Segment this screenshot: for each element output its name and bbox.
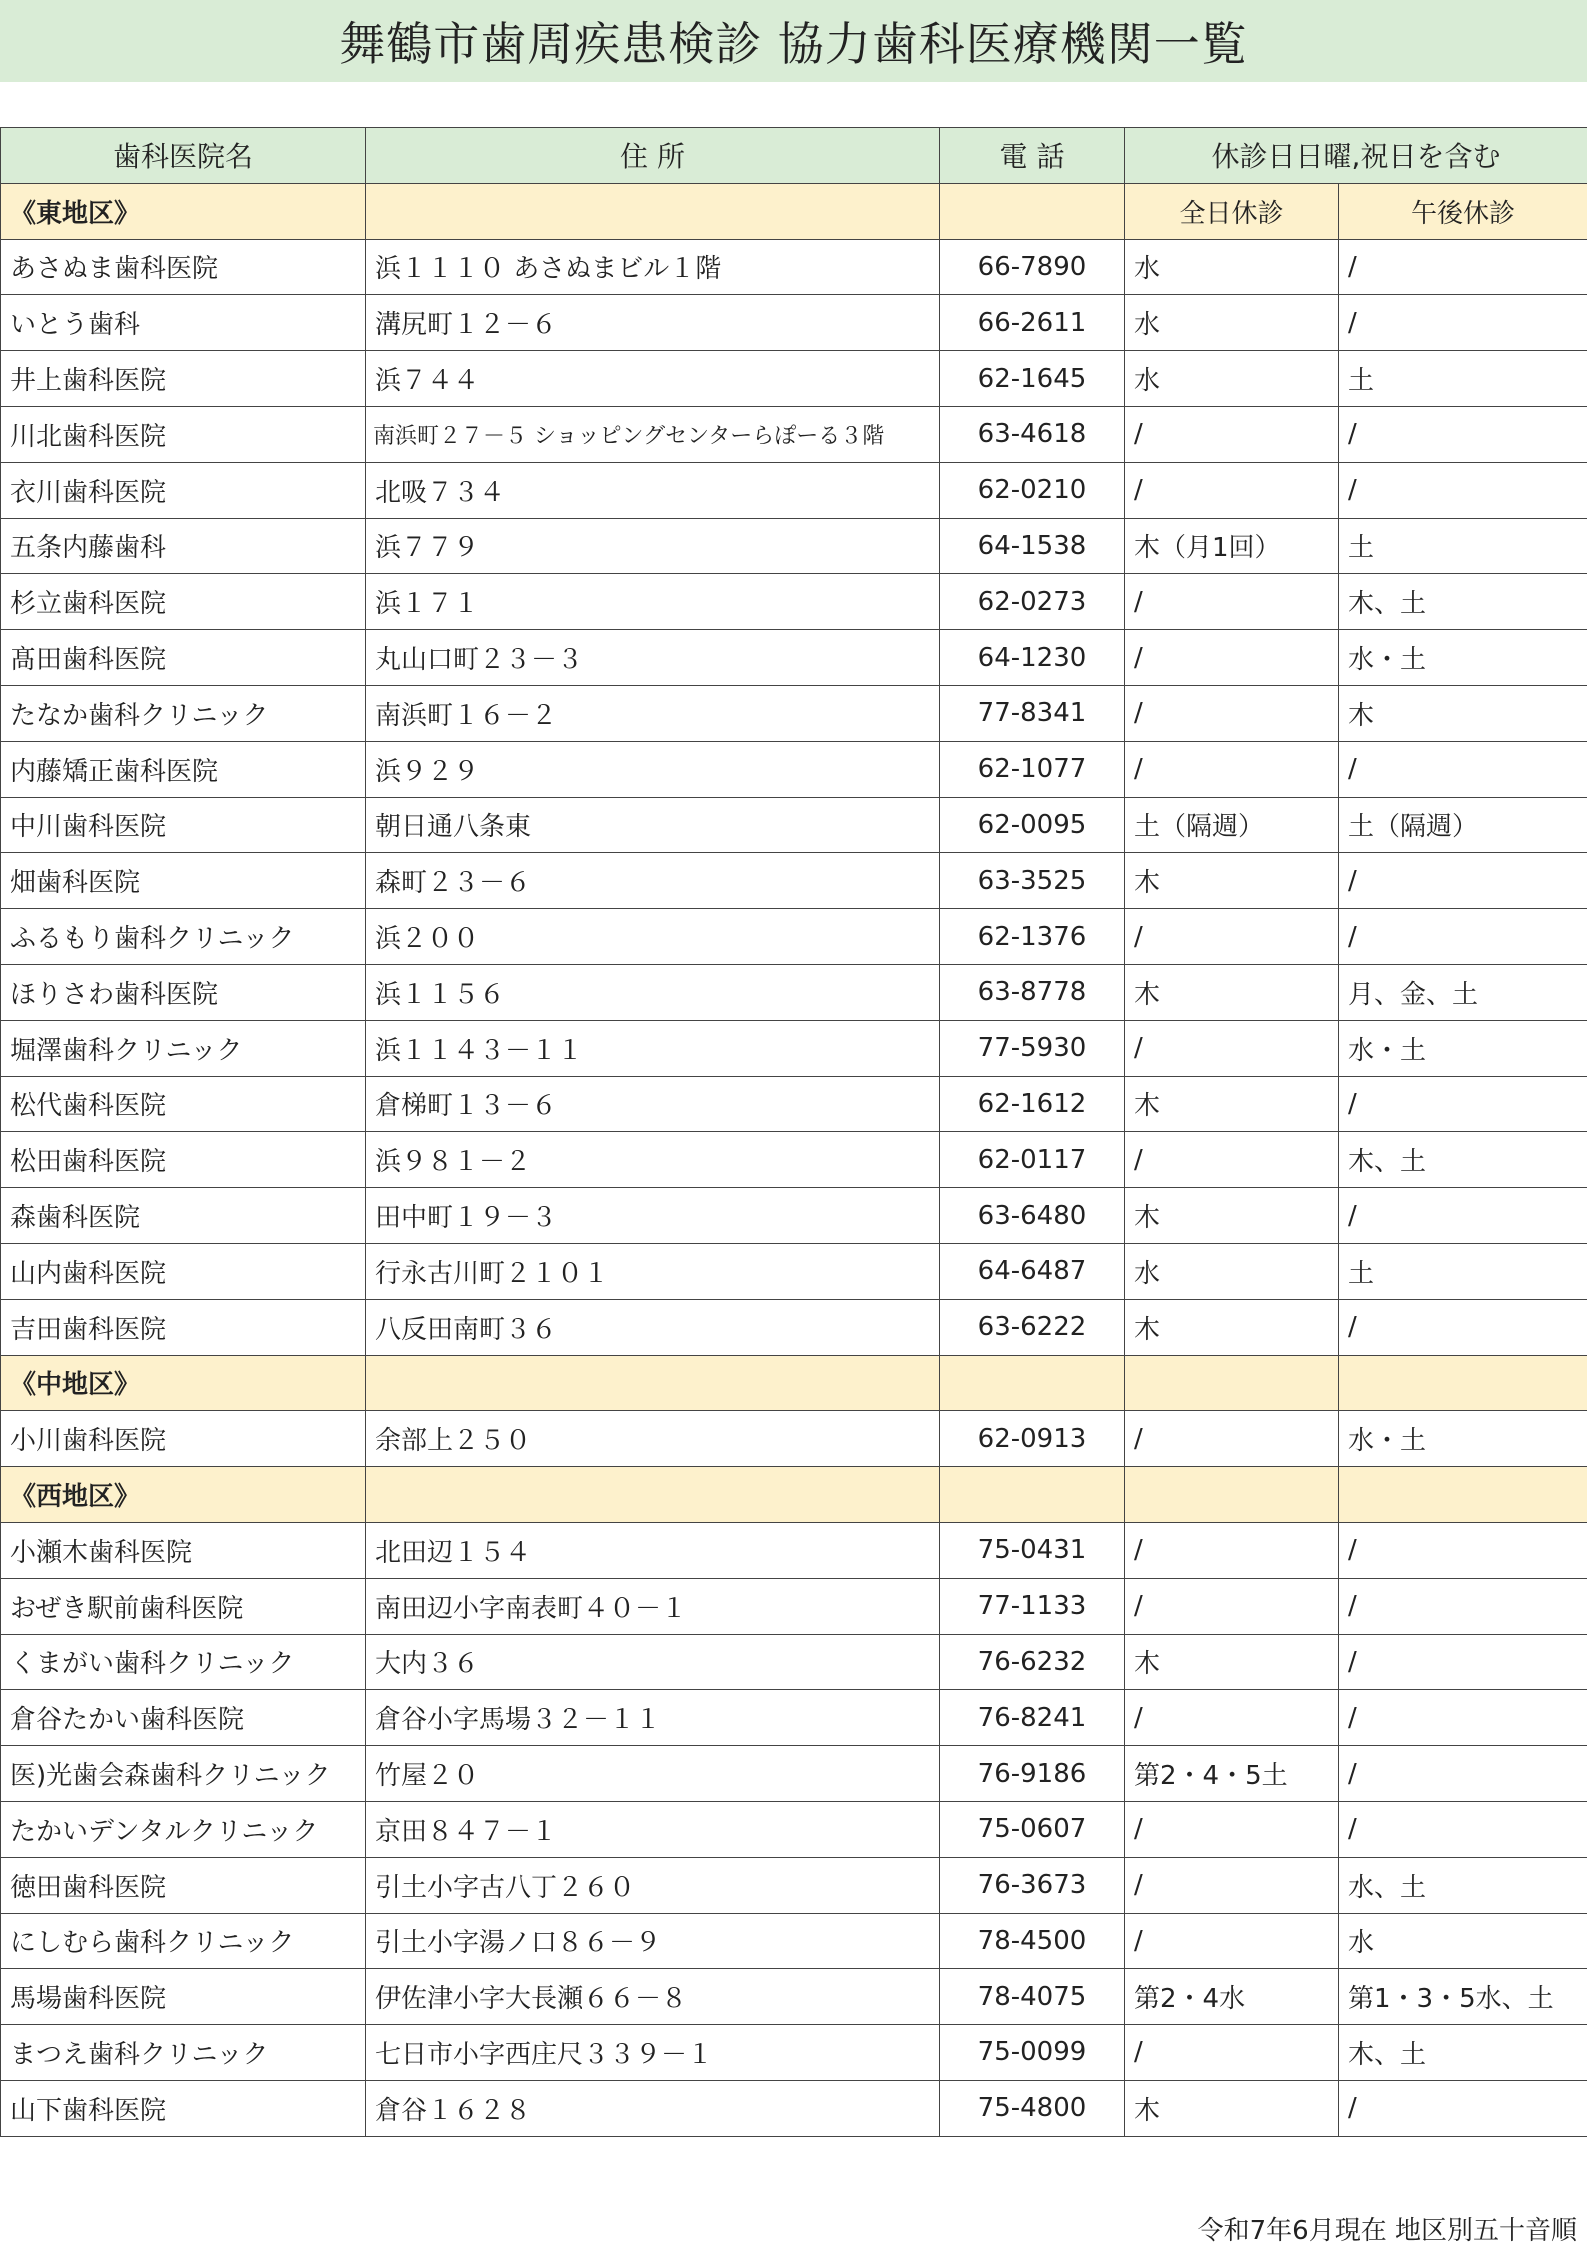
clinic-closed-afternoon: / bbox=[1339, 1690, 1587, 1746]
clinic-row bbox=[1, 853, 1587, 909]
clinic-row bbox=[1, 1020, 1587, 1076]
clinic-name: 馬場歯科医院 bbox=[1, 1969, 366, 2025]
clinic-closed-full-day: 木 bbox=[1125, 2080, 1339, 2136]
clinic-closed-full-day: / bbox=[1125, 1522, 1339, 1578]
clinic-phone: 75-0607 bbox=[940, 1801, 1125, 1857]
clinic-closed-afternoon: 木、土 bbox=[1339, 1132, 1587, 1188]
clinic-row bbox=[1, 2080, 1587, 2136]
clinic-closed-full-day: / bbox=[1125, 574, 1339, 630]
clinic-phone: 76-9186 bbox=[940, 1746, 1125, 1802]
clinic-address: 倉谷小字馬場３２－１１ bbox=[366, 1690, 940, 1746]
clinic-closed-full-day: / bbox=[1125, 630, 1339, 686]
clinic-address: 浜７７９ bbox=[366, 518, 940, 574]
clinic-phone: 77-5930 bbox=[940, 1020, 1125, 1076]
clinic-row bbox=[1, 797, 1587, 853]
subheader-full-day: 全日休診 bbox=[1125, 183, 1339, 239]
table-header-row bbox=[1, 128, 1587, 184]
clinic-closed-full-day: / bbox=[1125, 462, 1339, 518]
clinic-row bbox=[1, 909, 1587, 965]
clinic-closed-afternoon: / bbox=[1339, 853, 1587, 909]
district-name: 《東地区》 bbox=[1, 183, 366, 239]
clinic-phone: 62-0210 bbox=[940, 462, 1125, 518]
page-title: 舞鶴市歯周疾患検診 協力歯科医療機関一覧 bbox=[0, 0, 1587, 82]
clinic-closed-full-day: 木 bbox=[1125, 853, 1339, 909]
clinic-phone: 62-0117 bbox=[940, 1132, 1125, 1188]
clinic-row bbox=[1, 1857, 1587, 1913]
clinic-closed-full-day: 水 bbox=[1125, 239, 1339, 295]
clinic-closed-full-day: 水 bbox=[1125, 295, 1339, 351]
clinic-row bbox=[1, 1076, 1587, 1132]
clinic-address: 倉谷１６２８ bbox=[366, 2080, 940, 2136]
clinic-name: 山下歯科医院 bbox=[1, 2080, 366, 2136]
clinic-closed-afternoon: / bbox=[1339, 741, 1587, 797]
clinic-address: 浜１１１０ あさぬまビル１階 bbox=[366, 239, 940, 295]
clinic-phone: 62-1645 bbox=[940, 351, 1125, 407]
clinic-row bbox=[1, 239, 1587, 295]
clinic-row bbox=[1, 2025, 1587, 2081]
clinic-phone: 63-6222 bbox=[940, 1299, 1125, 1355]
clinic-phone: 77-8341 bbox=[940, 685, 1125, 741]
district-name: 《西地区》 bbox=[1, 1467, 366, 1523]
district-row bbox=[1, 1355, 1587, 1411]
empty-cell bbox=[1339, 1355, 1587, 1411]
clinic-phone: 64-1230 bbox=[940, 630, 1125, 686]
clinic-name: 衣川歯科医院 bbox=[1, 462, 366, 518]
clinic-closed-afternoon: / bbox=[1339, 1299, 1587, 1355]
clinic-closed-afternoon: / bbox=[1339, 1188, 1587, 1244]
clinic-name: 吉田歯科医院 bbox=[1, 1299, 366, 1355]
clinic-closed-full-day: 水 bbox=[1125, 351, 1339, 407]
clinic-row bbox=[1, 685, 1587, 741]
clinic-closed-afternoon: 月、金、土 bbox=[1339, 964, 1587, 1020]
clinic-closed-full-day: / bbox=[1125, 1411, 1339, 1467]
clinic-name: おぜき駅前歯科医院 bbox=[1, 1578, 366, 1634]
clinic-phone: 62-0095 bbox=[940, 797, 1125, 853]
clinic-row bbox=[1, 1299, 1587, 1355]
clinic-name: 川北歯科医院 bbox=[1, 406, 366, 462]
clinic-closed-full-day: / bbox=[1125, 741, 1339, 797]
clinic-row bbox=[1, 1522, 1587, 1578]
clinic-closed-full-day: 木 bbox=[1125, 1299, 1339, 1355]
clinic-row bbox=[1, 295, 1587, 351]
district-row bbox=[1, 183, 1587, 239]
clinic-name: 五条内藤歯科 bbox=[1, 518, 366, 574]
district-row bbox=[1, 1467, 1587, 1523]
clinic-closed-afternoon: / bbox=[1339, 462, 1587, 518]
clinic-closed-afternoon: / bbox=[1339, 1634, 1587, 1690]
clinic-phone: 75-0099 bbox=[940, 2025, 1125, 2081]
clinic-closed-afternoon: / bbox=[1339, 1076, 1587, 1132]
clinic-closed-afternoon: / bbox=[1339, 2080, 1587, 2136]
clinic-phone: 63-4618 bbox=[940, 406, 1125, 462]
clinic-name: 山内歯科医院 bbox=[1, 1243, 366, 1299]
empty-cell bbox=[366, 1467, 940, 1523]
clinic-address: 田中町１９－３ bbox=[366, 1188, 940, 1244]
clinic-address: 京田８４７－１ bbox=[366, 1801, 940, 1857]
clinic-closed-full-day: / bbox=[1125, 406, 1339, 462]
clinic-name: 堀澤歯科クリニック bbox=[1, 1020, 366, 1076]
clinic-address: 浜２００ bbox=[366, 909, 940, 965]
clinic-closed-afternoon: 木、土 bbox=[1339, 2025, 1587, 2081]
clinic-row bbox=[1, 351, 1587, 407]
clinic-name: たなか歯科クリニック bbox=[1, 685, 366, 741]
clinic-address: 溝尻町１２－６ bbox=[366, 295, 940, 351]
clinic-closed-full-day: 第2・4水 bbox=[1125, 1969, 1339, 2025]
clinic-closed-afternoon: 水・土 bbox=[1339, 1020, 1587, 1076]
clinic-closed-full-day: / bbox=[1125, 1132, 1339, 1188]
clinic-name: ほりさわ歯科医院 bbox=[1, 964, 366, 1020]
clinic-address: 浜１１５６ bbox=[366, 964, 940, 1020]
clinic-closed-afternoon: 木、土 bbox=[1339, 574, 1587, 630]
clinic-address: 朝日通八条東 bbox=[366, 797, 940, 853]
clinic-closed-afternoon: 土 bbox=[1339, 518, 1587, 574]
clinic-name: にしむら歯科クリニック bbox=[1, 1913, 366, 1969]
clinic-row bbox=[1, 1243, 1587, 1299]
clinic-phone: 62-1077 bbox=[940, 741, 1125, 797]
clinic-phone: 62-0913 bbox=[940, 1411, 1125, 1467]
subheader-afternoon: 午後休診 bbox=[1339, 183, 1587, 239]
clinic-closed-afternoon: 木 bbox=[1339, 685, 1587, 741]
clinic-name: ふるもり歯科クリニック bbox=[1, 909, 366, 965]
clinic-name: 井上歯科医院 bbox=[1, 351, 366, 407]
clinic-phone: 63-8778 bbox=[940, 964, 1125, 1020]
clinic-closed-full-day: 木 bbox=[1125, 1076, 1339, 1132]
empty-cell bbox=[1125, 1355, 1339, 1411]
clinic-closed-afternoon: / bbox=[1339, 1746, 1587, 1802]
clinic-phone: 75-0431 bbox=[940, 1522, 1125, 1578]
clinic-name: まつえ歯科クリニック bbox=[1, 2025, 366, 2081]
clinic-phone: 62-1612 bbox=[940, 1076, 1125, 1132]
clinic-address: 浜１１４３－１１ bbox=[366, 1020, 940, 1076]
clinic-closed-afternoon: / bbox=[1339, 406, 1587, 462]
clinic-phone: 76-6232 bbox=[940, 1634, 1125, 1690]
clinic-closed-full-day: 木（月1回） bbox=[1125, 518, 1339, 574]
clinic-address: 南田辺小字南表町４０－１ bbox=[366, 1578, 940, 1634]
footnote: 令和7年6月現在 地区別五十音順 bbox=[1198, 2210, 1577, 2247]
clinic-closed-full-day: / bbox=[1125, 1913, 1339, 1969]
clinic-phone: 66-7890 bbox=[940, 239, 1125, 295]
clinic-phone: 62-0273 bbox=[940, 574, 1125, 630]
clinic-row bbox=[1, 964, 1587, 1020]
clinic-phone: 66-2611 bbox=[940, 295, 1125, 351]
clinic-closed-afternoon: 土（隔週） bbox=[1339, 797, 1587, 853]
clinic-name: 髙田歯科医院 bbox=[1, 630, 366, 686]
clinic-address: 引土小字古八丁２６０ bbox=[366, 1857, 940, 1913]
clinic-name: 徳田歯科医院 bbox=[1, 1857, 366, 1913]
clinic-closed-full-day: 木 bbox=[1125, 964, 1339, 1020]
clinic-closed-afternoon: / bbox=[1339, 1801, 1587, 1857]
clinic-phone: 78-4500 bbox=[940, 1913, 1125, 1969]
clinic-address: 倉梯町１３－６ bbox=[366, 1076, 940, 1132]
header-phone: 電 話 bbox=[940, 128, 1125, 184]
clinic-name: 畑歯科医院 bbox=[1, 853, 366, 909]
empty-cell bbox=[940, 183, 1125, 239]
empty-cell bbox=[940, 1467, 1125, 1523]
clinic-name: あさぬま歯科医院 bbox=[1, 239, 366, 295]
clinic-closed-afternoon: 水・土 bbox=[1339, 630, 1587, 686]
clinic-address: 浜９２９ bbox=[366, 741, 940, 797]
clinic-closed-full-day: 木 bbox=[1125, 1634, 1339, 1690]
clinic-closed-afternoon: 水 bbox=[1339, 1913, 1587, 1969]
empty-cell bbox=[366, 183, 940, 239]
header-address: 住 所 bbox=[366, 128, 940, 184]
clinic-phone: 78-4075 bbox=[940, 1969, 1125, 2025]
empty-cell bbox=[1125, 1467, 1339, 1523]
clinic-closed-full-day: / bbox=[1125, 1020, 1339, 1076]
empty-cell bbox=[940, 1355, 1125, 1411]
clinic-row bbox=[1, 741, 1587, 797]
clinic-table bbox=[0, 127, 1587, 2137]
clinic-phone: 64-1538 bbox=[940, 518, 1125, 574]
clinic-phone: 76-8241 bbox=[940, 1690, 1125, 1746]
clinic-row bbox=[1, 1578, 1587, 1634]
clinic-phone: 77-1133 bbox=[940, 1578, 1125, 1634]
clinic-address: 浜９８１－２ bbox=[366, 1132, 940, 1188]
clinic-closed-afternoon: / bbox=[1339, 295, 1587, 351]
clinic-name: 医)光歯会森歯科クリニック bbox=[1, 1746, 366, 1802]
clinic-row bbox=[1, 1132, 1587, 1188]
clinic-closed-full-day: / bbox=[1125, 1578, 1339, 1634]
clinic-row bbox=[1, 630, 1587, 686]
clinic-closed-afternoon: / bbox=[1339, 909, 1587, 965]
clinic-row bbox=[1, 1801, 1587, 1857]
clinic-name: 内藤矯正歯科医院 bbox=[1, 741, 366, 797]
clinic-name: 倉谷たかい歯科医院 bbox=[1, 1690, 366, 1746]
clinic-row bbox=[1, 1188, 1587, 1244]
clinic-phone: 76-3673 bbox=[940, 1857, 1125, 1913]
clinic-closed-afternoon: 土 bbox=[1339, 351, 1587, 407]
clinic-row bbox=[1, 1746, 1587, 1802]
clinic-address: 竹屋２０ bbox=[366, 1746, 940, 1802]
clinic-closed-afternoon: / bbox=[1339, 1578, 1587, 1634]
clinic-name: たかいデンタルクリニック bbox=[1, 1801, 366, 1857]
clinic-name: 中川歯科医院 bbox=[1, 797, 366, 853]
clinic-name: くまがい歯科クリニック bbox=[1, 1634, 366, 1690]
clinic-address: 南浜町１６－２ bbox=[366, 685, 940, 741]
clinic-row bbox=[1, 1969, 1587, 2025]
clinic-closed-full-day: / bbox=[1125, 1690, 1339, 1746]
clinic-row bbox=[1, 1634, 1587, 1690]
clinic-address: 浜７４４ bbox=[366, 351, 940, 407]
clinic-name: いとう歯科 bbox=[1, 295, 366, 351]
clinic-closed-afternoon: 土 bbox=[1339, 1243, 1587, 1299]
empty-cell bbox=[1339, 1467, 1587, 1523]
clinic-closed-full-day: 第2・4・5土 bbox=[1125, 1746, 1339, 1802]
clinic-name: 松田歯科医院 bbox=[1, 1132, 366, 1188]
clinic-address: 北田辺１５４ bbox=[366, 1522, 940, 1578]
clinic-phone: 63-6480 bbox=[940, 1188, 1125, 1244]
clinic-closed-full-day: / bbox=[1125, 685, 1339, 741]
clinic-address: 丸山口町２３－３ bbox=[366, 630, 940, 686]
clinic-address: 引土小字湯ノ口８６－９ bbox=[366, 1913, 940, 1969]
clinic-phone: 64-6487 bbox=[940, 1243, 1125, 1299]
clinic-address: 七日市小字西庄尺３３９－１ bbox=[366, 2025, 940, 2081]
clinic-closed-full-day: 土（隔週） bbox=[1125, 797, 1339, 853]
clinic-address: 南浜町２７－５ ショッピングセンターらぽーる３階 bbox=[366, 406, 940, 462]
clinic-closed-full-day: / bbox=[1125, 1801, 1339, 1857]
clinic-closed-afternoon: / bbox=[1339, 239, 1587, 295]
clinic-address: 伊佐津小字大長瀬６６－８ bbox=[366, 1969, 940, 2025]
clinic-phone: 63-3525 bbox=[940, 853, 1125, 909]
clinic-row bbox=[1, 1411, 1587, 1467]
clinic-row bbox=[1, 1690, 1587, 1746]
clinic-closed-afternoon: 水、土 bbox=[1339, 1857, 1587, 1913]
clinic-closed-full-day: 水 bbox=[1125, 1243, 1339, 1299]
clinic-address: 森町２３－６ bbox=[366, 853, 940, 909]
clinic-row bbox=[1, 518, 1587, 574]
clinic-row bbox=[1, 574, 1587, 630]
empty-cell bbox=[366, 1355, 940, 1411]
header-closed-days: 休診日日曜,祝日を含む bbox=[1125, 128, 1587, 184]
clinic-name: 杉立歯科医院 bbox=[1, 574, 366, 630]
clinic-closed-afternoon: / bbox=[1339, 1522, 1587, 1578]
clinic-closed-afternoon: 第1・3・5水、土 bbox=[1339, 1969, 1587, 2025]
clinic-address: 八反田南町３６ bbox=[366, 1299, 940, 1355]
clinic-name: 小瀬木歯科医院 bbox=[1, 1522, 366, 1578]
clinic-row bbox=[1, 462, 1587, 518]
clinic-closed-full-day: / bbox=[1125, 2025, 1339, 2081]
clinic-phone: 75-4800 bbox=[940, 2080, 1125, 2136]
clinic-address: 浜１７１ bbox=[366, 574, 940, 630]
clinic-name: 森歯科医院 bbox=[1, 1188, 366, 1244]
clinic-row bbox=[1, 406, 1587, 462]
clinic-address: 行永古川町２１０１ bbox=[366, 1243, 940, 1299]
clinic-row bbox=[1, 1913, 1587, 1969]
clinic-closed-afternoon: 水・土 bbox=[1339, 1411, 1587, 1467]
clinic-closed-full-day: 木 bbox=[1125, 1188, 1339, 1244]
clinic-name: 小川歯科医院 bbox=[1, 1411, 366, 1467]
clinic-address: 北吸７３４ bbox=[366, 462, 940, 518]
clinic-address: 余部上２５０ bbox=[366, 1411, 940, 1467]
clinic-address: 大内３６ bbox=[366, 1634, 940, 1690]
clinic-phone: 62-1376 bbox=[940, 909, 1125, 965]
clinic-name: 松代歯科医院 bbox=[1, 1076, 366, 1132]
clinic-closed-full-day: / bbox=[1125, 909, 1339, 965]
header-name: 歯科医院名 bbox=[1, 128, 366, 184]
district-name: 《中地区》 bbox=[1, 1355, 366, 1411]
clinic-closed-full-day: / bbox=[1125, 1857, 1339, 1913]
